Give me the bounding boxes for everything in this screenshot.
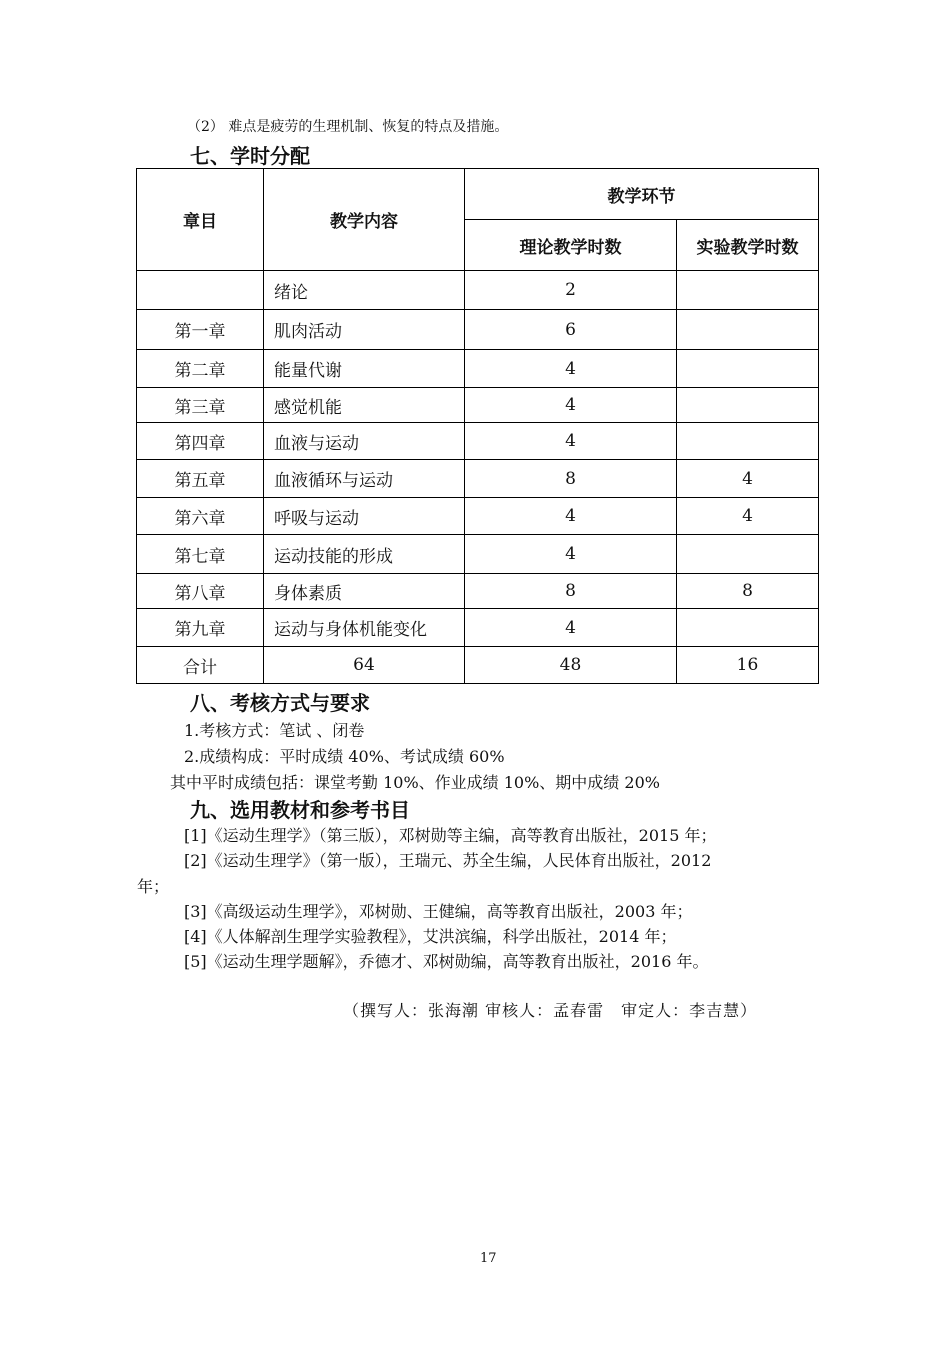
table-row [137, 271, 819, 310]
table-row [137, 498, 819, 535]
section-8-title: 八、考核方式与要求 [190, 691, 370, 715]
cell-chapter [137, 271, 264, 310]
table-row [137, 350, 819, 388]
cell-theory: 4 [465, 609, 677, 647]
difficulty-note: （2） 难点是疲劳的生理机制、恢复的特点及措施。 [187, 119, 509, 135]
cell-lab [677, 535, 819, 574]
section-9-title: 九、选用教材和参考书目 [190, 798, 410, 822]
cell-theory: 4 [465, 423, 677, 460]
header-teaching: 教学环节 [465, 169, 819, 220]
table-row [137, 609, 819, 647]
header-lab: 实验教学时数 [677, 220, 819, 271]
table-total-row [137, 647, 819, 684]
header-theory: 理论教学时数 [465, 220, 677, 271]
cell-chapter: 第四章 [137, 423, 264, 460]
reference-item-wrap: 年； [137, 877, 170, 896]
table-row [137, 574, 819, 609]
assessment-line: 2.成绩构成：平时成绩 40%、考试成绩 60% [184, 747, 505, 766]
cell-content: 肌肉活动 [264, 310, 465, 350]
cell-chapter: 第二章 [137, 350, 264, 388]
cell-chapter: 第八章 [137, 574, 264, 609]
reference-item: [5]《运动生理学题解》，乔德才、邓树勋编，高等教育出版社，2016 年。 [184, 952, 709, 971]
cell-content: 绪论 [264, 271, 465, 310]
cell-content: 呼吸与运动 [264, 498, 465, 535]
cell-theory: 6 [465, 310, 677, 350]
cell-content: 身体素质 [264, 574, 465, 609]
cell-lab: 8 [677, 574, 819, 609]
cell-content: 血液循环与运动 [264, 460, 465, 498]
table-row [137, 310, 819, 350]
cell-theory: 4 [465, 350, 677, 388]
reference-item: [2]《运动生理学》（第一版），王瑞元、苏全生编，人民体育出版社，2012 [184, 851, 712, 870]
cell-content: 血液与运动 [264, 423, 465, 460]
cell-theory: 4 [465, 498, 677, 535]
hours-table [136, 168, 819, 684]
cell-theory: 4 [465, 535, 677, 574]
cell-content: 运动与身体机能变化 [264, 609, 465, 647]
total-label: 合计 [137, 647, 264, 684]
cell-chapter: 第七章 [137, 535, 264, 574]
cell-lab [677, 609, 819, 647]
cell-theory: 4 [465, 388, 677, 423]
cell-lab [677, 423, 819, 460]
section-7-title: 七、学时分配 [190, 144, 310, 168]
cell-chapter: 第三章 [137, 388, 264, 423]
cell-lab [677, 388, 819, 423]
cell-chapter: 第六章 [137, 498, 264, 535]
table-row [137, 535, 819, 574]
cell-lab [677, 310, 819, 350]
header-chapter: 章目 [137, 169, 264, 271]
assessment-line: 1.考核方式：笔试 、闭卷 [184, 721, 365, 740]
cell-lab [677, 350, 819, 388]
cell-content: 能量代谢 [264, 350, 465, 388]
cell-lab: 4 [677, 498, 819, 535]
total-content: 64 [264, 647, 465, 684]
cell-content: 运动技能的形成 [264, 535, 465, 574]
cell-theory: 8 [465, 574, 677, 609]
table-row [137, 460, 819, 498]
reference-item: [1]《运动生理学》（第三版），邓树勋等主编，高等教育出版社，2015 年； [184, 826, 717, 845]
page-number: 17 [480, 1251, 497, 1266]
cell-theory: 2 [465, 271, 677, 310]
assessment-line: 其中平时成绩包括：课堂考勤 10%、作业成绩 10%、期中成绩 20% [170, 773, 660, 792]
cell-chapter: 第一章 [137, 310, 264, 350]
total-theory: 48 [465, 647, 677, 684]
table-row [137, 388, 819, 423]
cell-theory: 8 [465, 460, 677, 498]
header-content: 教学内容 [264, 169, 465, 271]
cell-chapter: 第九章 [137, 609, 264, 647]
table-row [137, 423, 819, 460]
cell-content: 感觉机能 [264, 388, 465, 423]
cell-chapter: 第五章 [137, 460, 264, 498]
author-line: （撰写人：张海潮 审核人：孟春雷 审定人：李吉慧） [343, 1001, 758, 1020]
total-lab: 16 [677, 647, 819, 684]
reference-item: [4]《人体解剖生理学实验教程》，艾洪滨编，科学出版社，2014 年； [184, 927, 677, 946]
cell-lab: 4 [677, 460, 819, 498]
cell-lab [677, 271, 819, 310]
reference-item: [3]《高级运动生理学》，邓树勋、王健编，高等教育出版社，2003 年； [184, 902, 693, 921]
